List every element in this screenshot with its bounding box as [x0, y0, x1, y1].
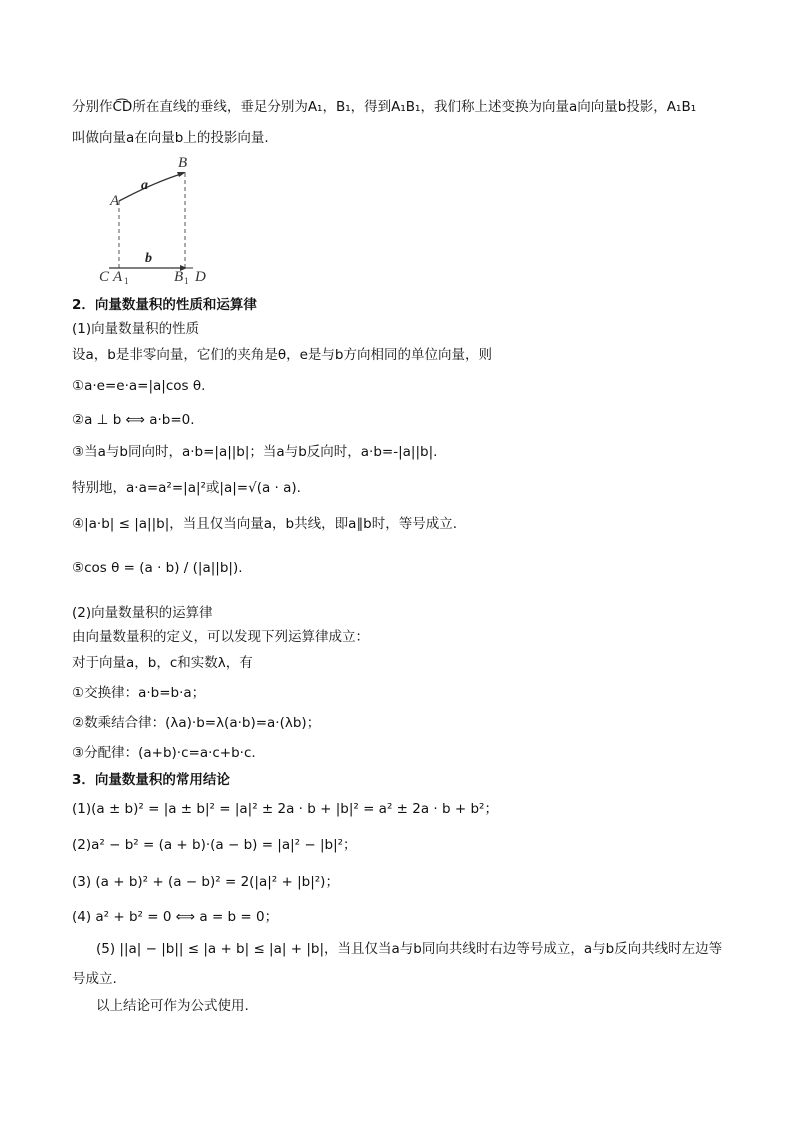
rule-1: ①交换律：a·b=b·a；	[72, 685, 206, 701]
closing-note: 以上结论可作为公式使用.	[96, 998, 249, 1014]
label-A1-subscript: 1	[124, 276, 129, 286]
label-vector-a: a	[141, 178, 148, 193]
label-B1: B	[174, 269, 184, 285]
property-5: ⑤cos θ = (a · b) / (|a||b|).	[72, 560, 243, 576]
section-2-setup: 设a，b是非零向量，它们的夹角是θ，e是与b方向相同的单位向量，则	[72, 347, 492, 363]
intro-line-2: 叫做向量a在向量b上的投影向量.	[72, 130, 269, 146]
label-C: C	[99, 269, 110, 285]
label-D: D	[195, 269, 206, 285]
conclusion-3: (3) (a + b)² + (a − b)² = 2(|a|² + |b|²)；	[72, 874, 339, 890]
conclusion-4: (4) a² + b² = 0 ⟺ a = b = 0；	[72, 909, 279, 925]
property-3: ③当a与b同向时，a·b=|a||b|；当a与b反向时，a·b=-|a||b|.	[72, 444, 438, 460]
property-4: ④|a·b| ≤ |a||b|，当且仅当向量a，b共线，即a∥b时，等号成立.	[72, 516, 457, 532]
label-A: A	[110, 193, 120, 209]
intro-line-1: 分别作C͡D所在直线的垂线，垂足分别为A₁，B₁，得到A₁B₁，我们称上述变换为向量a向向量b投影，A₁B₁	[72, 99, 697, 115]
conclusion-1: (1)(a ± b)² = |a ± b|² = |a|² ± 2a · b + |b|² = a² ± 2a · b + b²；	[72, 801, 498, 817]
property-2: ②a ⊥ b ⟺ a·b=0.	[72, 412, 195, 428]
conclusion-2: (2)a² − b² = (a + b)·(a − b) = |a|² − |b|²；	[72, 837, 357, 853]
label-B1-subscript: 1	[184, 276, 189, 286]
rule-2: ②数乘结合律：(λa)·b=λ(a·b)=a·(λb)；	[72, 715, 321, 731]
rules-setup: 对于向量a，b，c和实数λ，有	[72, 655, 253, 671]
rule-3: ③分配律：(a+b)·c=a·c+b·c.	[72, 745, 256, 761]
section-3-heading: 3．向量数量积的常用结论	[72, 772, 230, 788]
conclusion-5-line-1: (5) ||a| − |b|| ≤ |a + b| ≤ |a| + |b|，当且仅当a与b同向共线时右边等号成立，a与b反向共线时左边等	[96, 941, 723, 957]
vector-a	[119, 174, 181, 201]
label-vector-b: b	[145, 251, 152, 266]
property-1: ①a·e=e·a=|a|cos θ.	[72, 378, 206, 394]
label-A1: A	[113, 269, 123, 285]
section-2-sub-2: (2)向量数量积的运算律	[72, 605, 213, 621]
conclusion-5-line-2: 号成立.	[72, 971, 117, 987]
section-2-sub-1: (1)向量数量积的性质	[72, 321, 200, 337]
rules-intro: 由向量数量积的定义，可以发现下列运算律成立：	[72, 629, 369, 645]
projection-figure	[95, 155, 225, 287]
section-2-heading: 2．向量数量积的性质和运算律	[72, 297, 257, 313]
property-3-special: 特别地，a·a=a²=|a|²或|a|=√(a · a).	[72, 480, 301, 496]
label-B: B	[178, 155, 188, 171]
